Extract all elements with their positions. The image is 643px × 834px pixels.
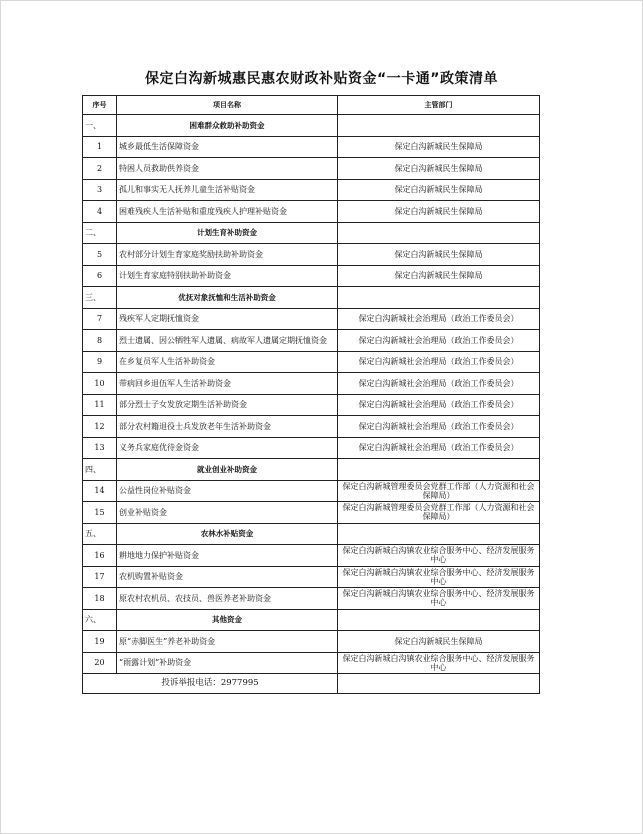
table-row: [83, 566, 540, 588]
row-number: 1: [83, 136, 117, 158]
row-department: 保定白沟新城社会治理局（政治工作委员会）: [338, 373, 540, 395]
table-row: [83, 480, 540, 502]
table-row: [83, 631, 540, 653]
table-row: [83, 244, 540, 266]
row-department: 保定白沟新城白沟镇农业综合服务中心、经济发展服务中心: [338, 588, 540, 610]
section-label: 六、: [83, 609, 117, 631]
row-department: 保定白沟新城社会治理局（政治工作委员会）: [338, 394, 540, 416]
footer-empty-cell: [338, 674, 540, 694]
row-department: 保定白沟新城白沟镇农业综合服务中心、经济发展服务中心: [338, 652, 540, 674]
row-item-name: 残疾军人定期抚恤资金: [117, 308, 338, 330]
row-department: 保定白沟新城管理委员会党群工作部（人力资源和社会保障局）: [338, 502, 540, 524]
row-number: 19: [83, 631, 117, 653]
section-empty-cell: [338, 287, 540, 309]
row-number: 20: [83, 652, 117, 674]
complaint-hotline: 投诉举报电话：2977995: [83, 674, 338, 694]
footer-row: [83, 674, 540, 694]
section-row: [83, 222, 540, 244]
section-title: 就业创业补助资金: [117, 459, 338, 481]
row-number: 11: [83, 394, 117, 416]
table-row: [83, 158, 540, 180]
row-number: 9: [83, 351, 117, 373]
row-number: 13: [83, 437, 117, 459]
table-row: [83, 265, 540, 287]
row-department: 保定白沟新城民生保障局: [338, 201, 540, 223]
row-number: 18: [83, 588, 117, 610]
row-item-name: 部分烈士子女发放定期生活补助资金: [117, 394, 338, 416]
section-empty-cell: [338, 609, 540, 631]
row-item-name: 烈士遗属、因公牺牲军人遗属、病故军人遗属定期抚恤资金: [117, 330, 338, 352]
row-number: 6: [83, 265, 117, 287]
row-item-name: 原“赤脚医生”养老补助资金: [117, 631, 338, 653]
section-empty-cell: [338, 115, 540, 137]
section-label: 二、: [83, 222, 117, 244]
row-department: 保定白沟新城社会治理局（政治工作委员会）: [338, 416, 540, 438]
row-item-name: “雨露计划”补助资金: [117, 652, 338, 674]
row-number: 12: [83, 416, 117, 438]
row-item-name: 孤儿和事实无人抚养儿童生活补贴资金: [117, 179, 338, 201]
row-number: 5: [83, 244, 117, 266]
section-empty-cell: [338, 523, 540, 545]
policy-table: [82, 95, 540, 694]
page-title: 保定白沟新城惠民惠农财政补贴资金“一卡通”政策清单: [145, 71, 498, 87]
section-title: 其他资金: [117, 609, 338, 631]
row-number: 8: [83, 330, 117, 352]
row-department: 保定白沟新城民生保障局: [338, 179, 540, 201]
section-row: [83, 609, 540, 631]
table-row: [83, 373, 540, 395]
table-row: [83, 136, 540, 158]
row-department: 保定白沟新城民生保障局: [338, 631, 540, 653]
table-row: [83, 394, 540, 416]
table-row: [83, 179, 540, 201]
row-department: 保定白沟新城民生保障局: [338, 136, 540, 158]
section-title: 农林水补贴资金: [117, 523, 338, 545]
row-department: 保定白沟新城社会治理局（政治工作委员会）: [338, 437, 540, 459]
row-item-name: 义务兵家庭优待金资金: [117, 437, 338, 459]
row-number: 10: [83, 373, 117, 395]
row-number: 7: [83, 308, 117, 330]
row-item-name: 城乡最低生活保障资金: [117, 136, 338, 158]
row-item-name: 困难残疾人生活补贴和重度残疾人护理补贴资金: [117, 201, 338, 223]
header-dept: 主管部门: [338, 96, 540, 115]
header-name: 项目名称: [117, 96, 338, 115]
row-number: 15: [83, 502, 117, 524]
section-row: [83, 523, 540, 545]
table-row: [83, 330, 540, 352]
table-row: [83, 437, 540, 459]
row-number: 14: [83, 480, 117, 502]
table-body: [83, 115, 540, 674]
row-item-name: 农机购置补贴资金: [117, 566, 338, 588]
table-row: [83, 588, 540, 610]
section-title: 困难群众救助补助资金: [117, 115, 338, 137]
section-row: [83, 459, 540, 481]
table-row: [83, 545, 540, 567]
row-number: 17: [83, 566, 117, 588]
section-title: 优抚对象抚恤和生活补助资金: [117, 287, 338, 309]
section-row: [83, 287, 540, 309]
row-department: 保定白沟新城社会治理局（政治工作委员会）: [338, 351, 540, 373]
row-item-name: 带病回乡退伍军人生活补助资金: [117, 373, 338, 395]
row-number: 2: [83, 158, 117, 180]
section-label: 三、: [83, 287, 117, 309]
table-row: [83, 308, 540, 330]
section-empty-cell: [338, 222, 540, 244]
table-header-row: [83, 96, 540, 115]
table-row: [83, 201, 540, 223]
table-row: [83, 502, 540, 524]
section-label: 一、: [83, 115, 117, 137]
row-department: 保定白沟新城民生保障局: [338, 158, 540, 180]
section-row: [83, 115, 540, 137]
section-empty-cell: [338, 459, 540, 481]
row-item-name: 公益性岗位补贴资金: [117, 480, 338, 502]
row-department: 保定白沟新城白沟镇农业综合服务中心、经济发展服务中心: [338, 545, 540, 567]
row-item-name: 耕地地力保护补贴资金: [117, 545, 338, 567]
row-item-name: 计划生育家庭特别扶助补助资金: [117, 265, 338, 287]
table-row: [83, 416, 540, 438]
row-item-name: 部分农村籍退役士兵发放老年生活补助资金: [117, 416, 338, 438]
section-title: 计划生育补助资金: [117, 222, 338, 244]
row-number: 3: [83, 179, 117, 201]
row-item-name: 在乡复员军人生活补助资金: [117, 351, 338, 373]
row-number: 16: [83, 545, 117, 567]
header-num: 序号: [83, 96, 117, 115]
row-department: 保定白沟新城管理委员会党群工作部（人力资源和社会保障局）: [338, 480, 540, 502]
table-row: [83, 351, 540, 373]
row-department: 保定白沟新城民生保障局: [338, 244, 540, 266]
section-label: 五、: [83, 523, 117, 545]
table-row: [83, 652, 540, 674]
row-item-name: 特困人员救助供养资金: [117, 158, 338, 180]
row-department: 保定白沟新城社会治理局（政治工作委员会）: [338, 308, 540, 330]
row-department: 保定白沟新城白沟镇农业综合服务中心、经济发展服务中心: [338, 566, 540, 588]
section-label: 四、: [83, 459, 117, 481]
row-item-name: 原农村农机员、农技员、兽医养老补助资金: [117, 588, 338, 610]
row-number: 4: [83, 201, 117, 223]
row-item-name: 创业补贴资金: [117, 502, 338, 524]
row-department: 保定白沟新城社会治理局（政治工作委员会）: [338, 330, 540, 352]
row-item-name: 农村部分计划生育家庭奖励扶助补助资金: [117, 244, 338, 266]
row-department: 保定白沟新城民生保障局: [338, 265, 540, 287]
